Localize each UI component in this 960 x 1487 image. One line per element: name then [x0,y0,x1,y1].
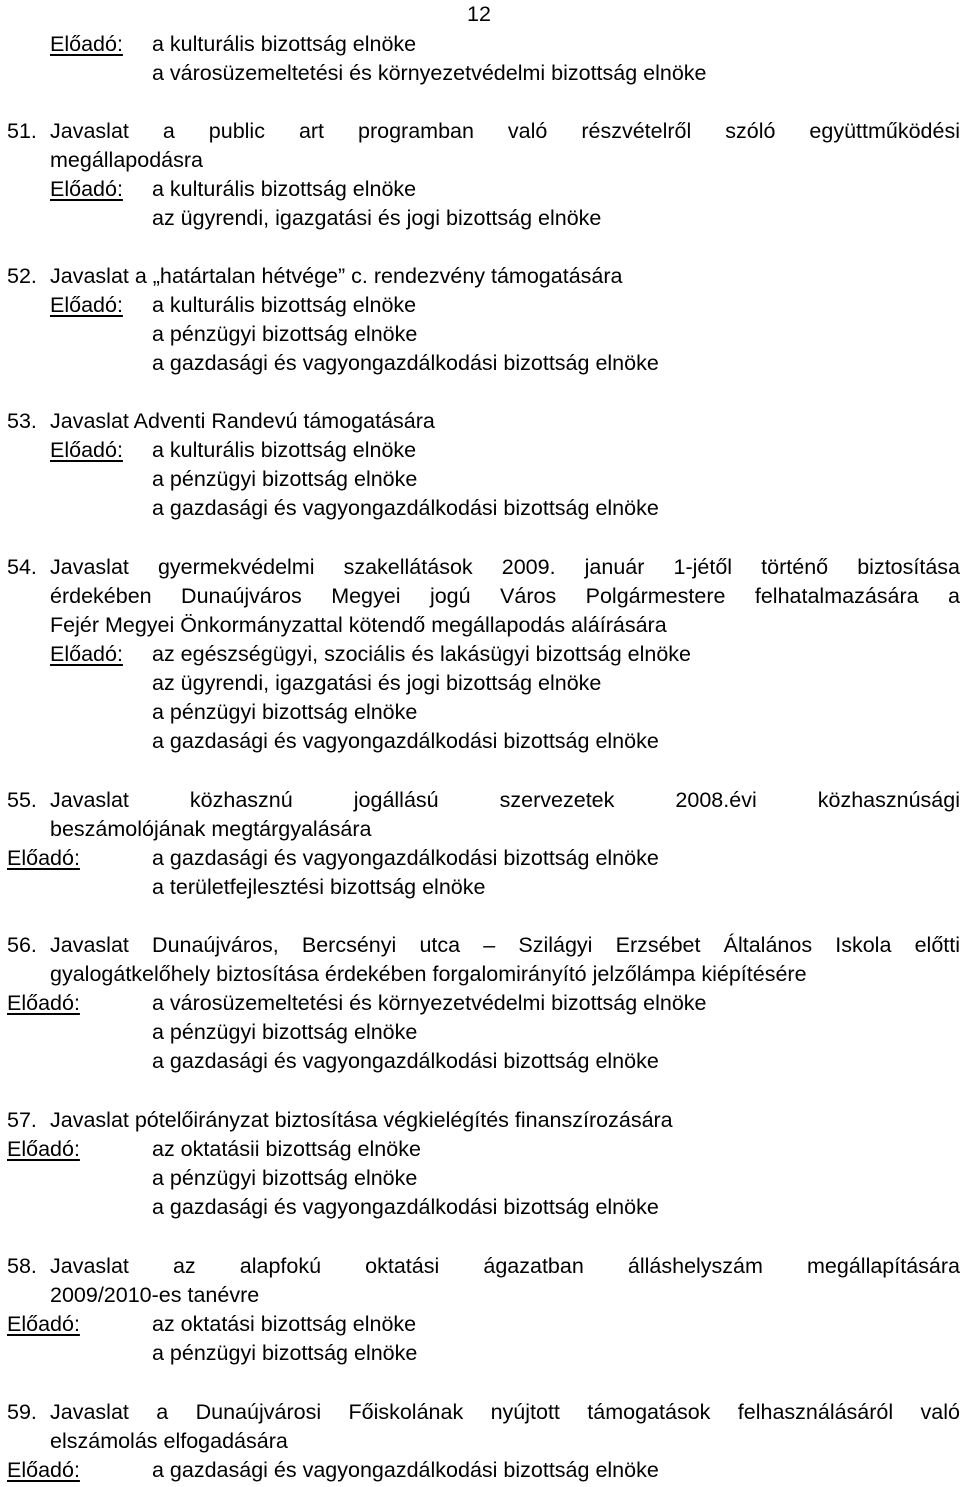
presenter-label: Előadó: [50,32,123,56]
presenter-label: Előadó: [50,438,123,462]
item-number: 58. [7,1254,37,1278]
presenter-line: a gazdasági és vagyongazdálkodási bizottság elnöke [152,846,659,870]
item-title-line: megállapodásra [50,148,203,172]
item-number: 51. [7,119,37,143]
presenter-line: a gazdasági és vagyongazdálkodási bizottság elnöke [152,1195,659,1219]
item-number: 54. [7,555,37,579]
presenter-line: az ügyrendi, igazgatási és jogi bizottság elnöke [152,206,602,230]
presenter-line: a pénzügyi bizottság elnöke [152,467,418,491]
item-title-line: Fejér Megyei Önkormányzattal kötendő megállapodás aláírására [50,613,667,637]
item-title-line: Javaslat a „határtalan hétvége” c. rendezvény támogatására [50,264,623,288]
item-number: 53. [7,409,37,433]
item-number: 56. [7,933,37,957]
item-number: 52. [7,264,37,288]
presenter-line: az ügyrendi, igazgatási és jogi bizottság elnöke [152,671,602,695]
presenter-line: a gazdasági és vagyongazdálkodási bizottság elnöke [152,351,659,375]
item-title-line: Javaslat az alapfokú oktatási ágazatban álláshelyszám megállapítására [50,1254,960,1278]
presenter-line: a városüzemeltetési és környezetvédelmi bizottság elnöke [152,991,707,1015]
item-title-line: Javaslat Dunaújváros, Bercsényi utca – Szilágyi Erzsébet Általános Iskola előtti [50,933,960,957]
presenter-label: Előadó: [7,1312,80,1336]
presenter-line: a gazdasági és vagyongazdálkodási bizottság elnöke [152,1458,659,1482]
presenter-label: Előadó: [7,1458,80,1482]
presenter-label: Előadó: [50,293,123,317]
item-number: 57. [7,1108,37,1132]
item-title-line: Javaslat a public art programban való részvételről szóló együttműködési [50,119,960,143]
presenter-line: a pénzügyi bizottság elnöke [152,1166,418,1190]
item-title-line: Javaslat pótelőirányzat biztosítása végkielégítés finanszírozására [50,1108,673,1132]
presenter-line: a kulturális bizottság elnöke [152,438,417,462]
page-number: 12 [467,2,491,26]
presenter-label: Előadó: [50,177,123,201]
presenter-line: az oktatási bizottság elnöke [152,1312,417,1336]
presenter-line: a gazdasági és vagyongazdálkodási bizottság elnöke [152,729,659,753]
presenter-line: az egészségügyi, szociális és lakásügyi bizottság elnöke [152,642,691,666]
presenter-label: Előadó: [7,1137,80,1161]
item-title-line: elszámolás elfogadására [50,1429,288,1453]
item-title-line: beszámolójának megtárgyalására [50,817,372,841]
item-title-line: érdekében Dunaújváros Megyei jogú Város Polgármestere felhatalmazására a [50,584,960,608]
presenter-label: Előadó: [7,846,80,870]
item-title-line: Javaslat Adventi Randevú támogatására [50,409,435,433]
item-title-line: Javaslat közhasznú jogállású szervezetek 2008.évi közhasznúsági [50,788,960,812]
item-number: 59. [7,1400,37,1424]
presenter-line: a kulturális bizottság elnöke [152,32,417,56]
item-title-line: gyalogátkelőhely biztosítása érdekében forgalomirányító jelzőlámpa kiépítésére [50,962,807,986]
presenter-line: a területfejlesztési bizottság elnöke [152,875,486,899]
presenter-line: a pénzügyi bizottság elnöke [152,322,418,346]
presenter-line: a kulturális bizottság elnöke [152,177,417,201]
presenter-line: az oktatásii bizottság elnöke [152,1137,421,1161]
presenter-line: a pénzügyi bizottság elnöke [152,1341,418,1365]
presenter-label: Előadó: [7,991,80,1015]
presenter-line: a városüzemeltetési és környezetvédelmi bizottság elnöke [152,61,707,85]
presenter-line: a gazdasági és vagyongazdálkodási bizottság elnöke [152,1049,659,1073]
presenter-line: a kulturális bizottság elnöke [152,293,417,317]
presenter-label: Előadó: [50,642,123,666]
presenter-line: a pénzügyi bizottság elnöke [152,700,418,724]
item-number: 55. [7,788,37,812]
presenter-line: a pénzügyi bizottság elnöke [152,1020,418,1044]
presenter-line: a gazdasági és vagyongazdálkodási bizottság elnöke [152,496,659,520]
item-title-line: Javaslat gyermekvédelmi szakellátások 2009. január 1-jétől történő biztosítása [50,555,960,579]
item-title-line: 2009/2010-es tanévre [50,1283,260,1307]
item-title-line: Javaslat a Dunaújvárosi Főiskolának nyújtott támogatások felhasználásáról való [50,1400,960,1424]
